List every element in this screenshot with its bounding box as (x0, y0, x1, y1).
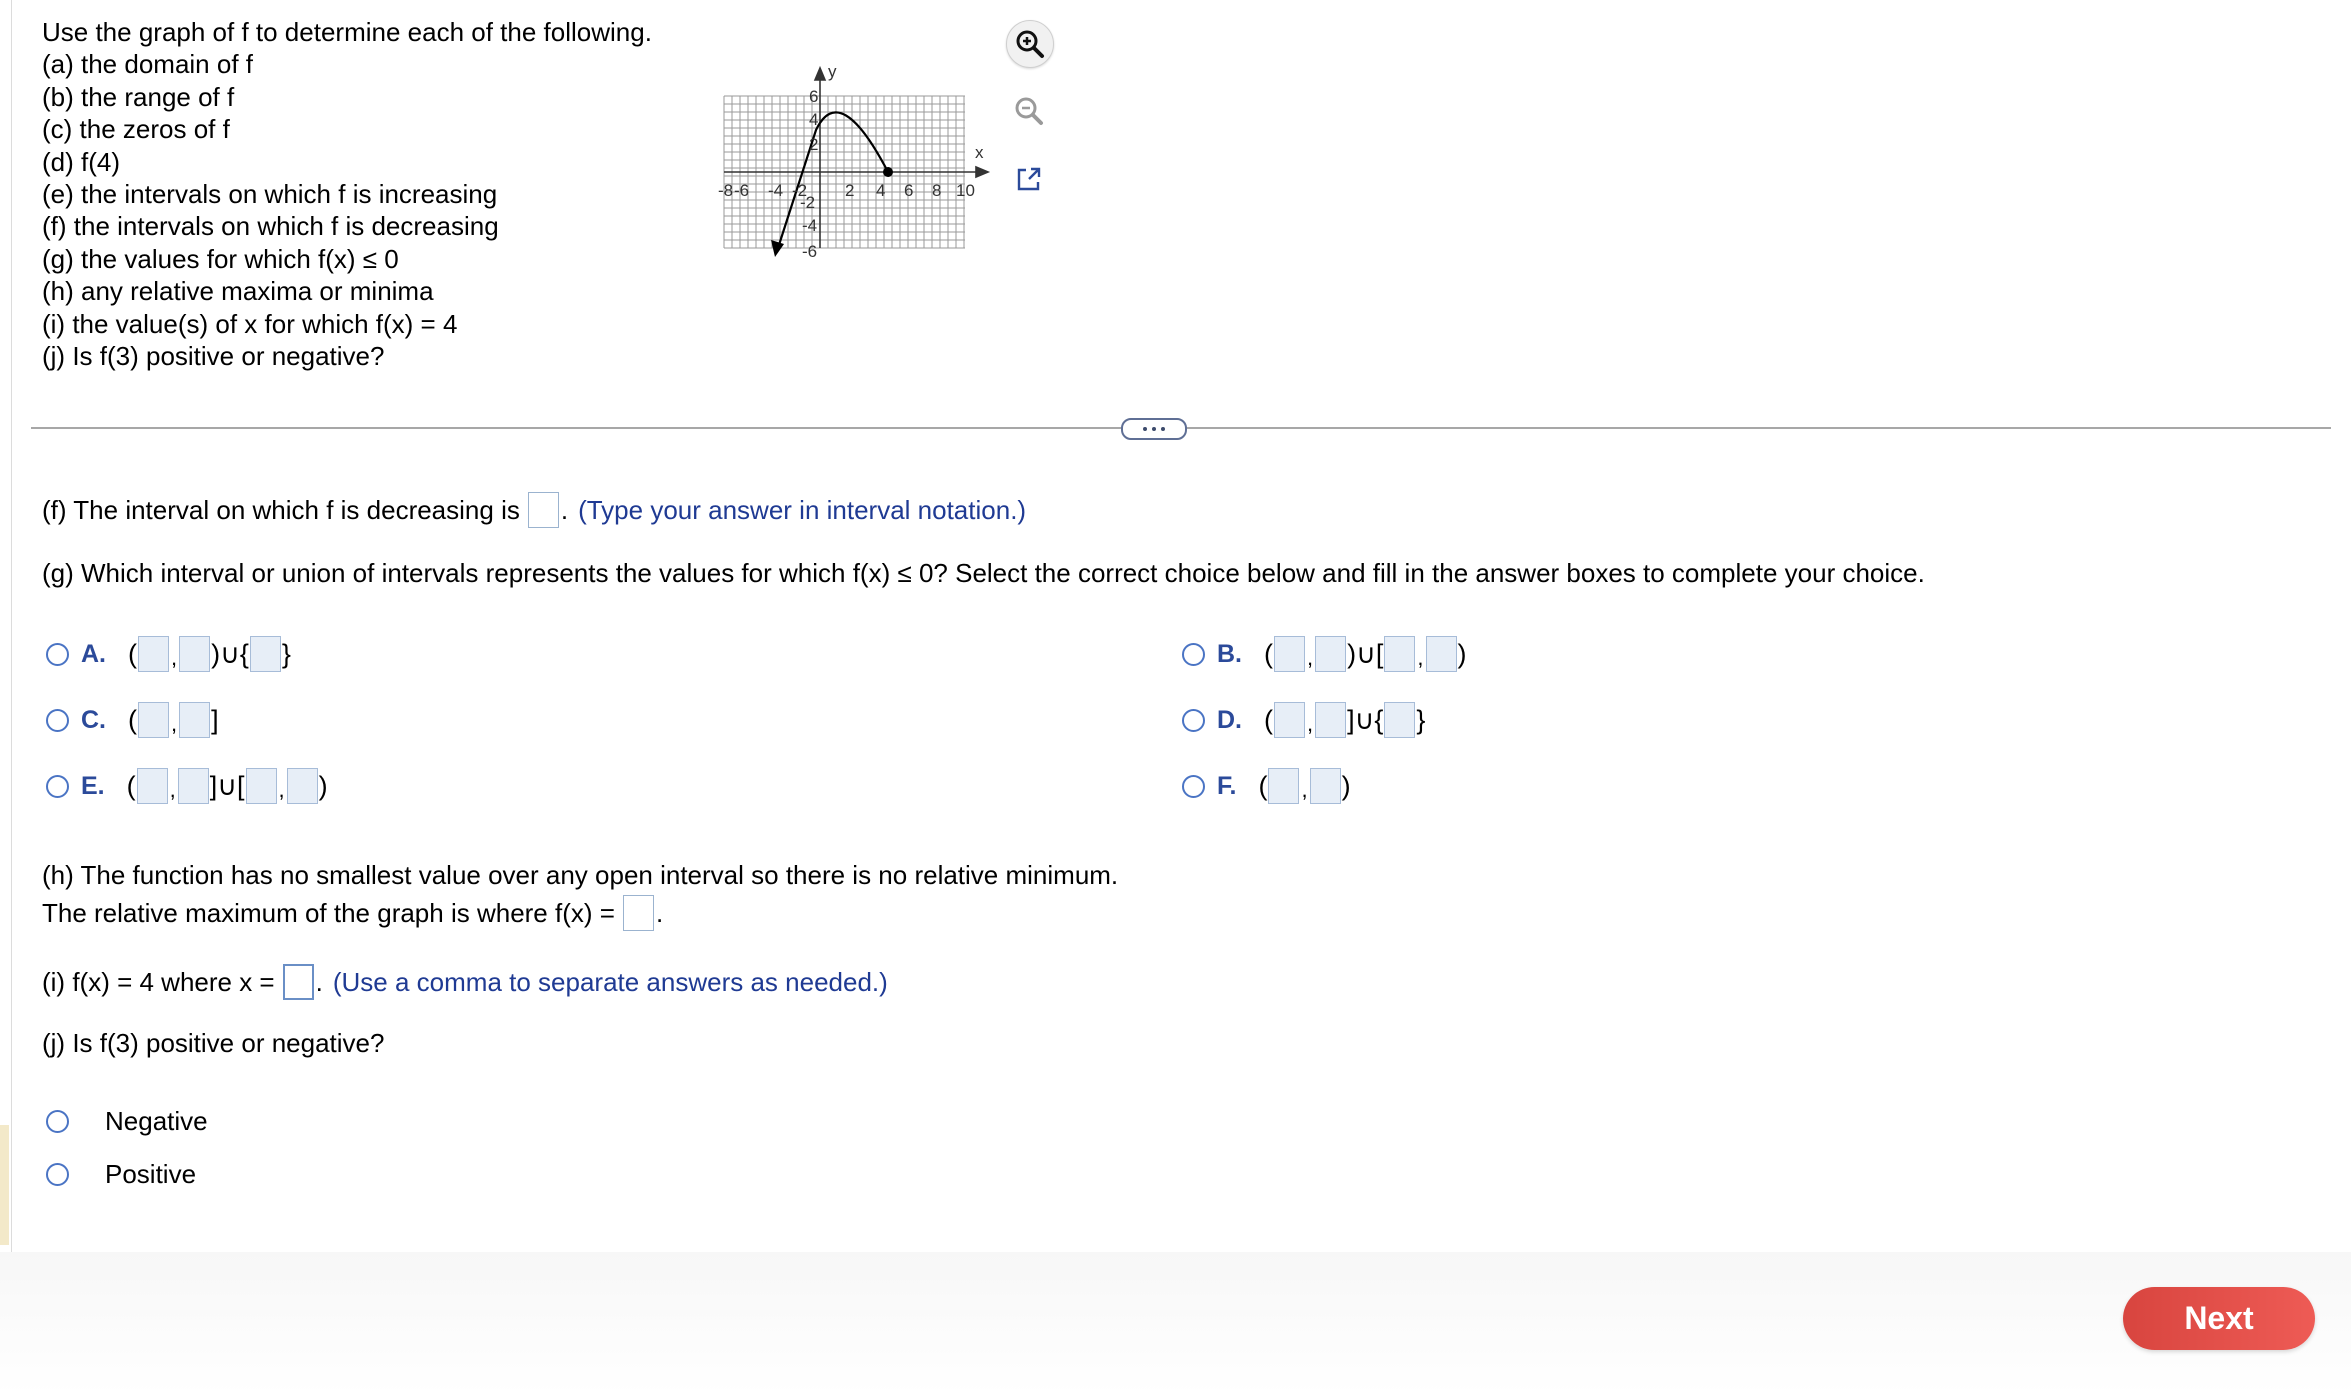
next-button[interactable]: Next (2123, 1287, 2315, 1350)
choice-d-box-2[interactable] (1315, 702, 1346, 738)
choice-d-union: ∪{ (1354, 704, 1384, 735)
choice-f[interactable] (1182, 768, 1351, 804)
choice-f-radio[interactable] (1182, 775, 1205, 798)
problem-item-f: (f) the intervals on which f is decreasing (42, 211, 499, 242)
choice-a-union: ∪{ (220, 638, 249, 669)
part-f-row (42, 492, 1026, 528)
choice-b-open: ( (1264, 638, 1273, 669)
choice-d-box-3[interactable] (1384, 702, 1415, 738)
function-graph[interactable] (712, 58, 1002, 268)
choice-d-open: ( (1264, 704, 1273, 735)
comma: , (169, 777, 176, 802)
comma: , (1301, 777, 1308, 802)
problem-item-d: (d) f(4) (42, 146, 120, 177)
part-h-text: The relative maximum of the graph is where f(x) = (42, 897, 615, 928)
choice-e[interactable] (46, 768, 328, 804)
choice-c-box-1[interactable] (138, 702, 169, 738)
zoom-out-icon (1013, 95, 1045, 127)
choice-d-letter: D. (1217, 705, 1242, 734)
choice-e-box-2[interactable] (178, 768, 209, 804)
part-g-question: (g) Which interval or union of intervals represents the values for which f(x) ≤ 0? Select the correct choice below and fill in the answer boxes to complete your choice. (42, 558, 1925, 588)
choice-a-letter: A. (81, 639, 106, 668)
x-tick-label: 6 (904, 181, 914, 200)
x-tick-label: -6 (734, 181, 750, 200)
part-i-period: . (315, 966, 323, 997)
part-f-answer-box[interactable] (528, 492, 559, 528)
popout-button[interactable] (1006, 156, 1052, 202)
footer-bar (0, 1252, 2351, 1395)
choice-c-close: ] (211, 704, 219, 735)
choice-a-box-2[interactable] (179, 636, 210, 672)
problem-item-g: (g) the values for which f(x) ≤ 0 (42, 243, 399, 274)
graph-y-label: y (828, 62, 837, 81)
part-f-period: . (560, 494, 569, 525)
choice-e-box-1[interactable] (137, 768, 168, 804)
option-negative[interactable] (46, 1106, 208, 1137)
graph-x-label: x (975, 143, 984, 162)
divider-handle[interactable] (1121, 418, 1187, 440)
choice-a-radio[interactable] (46, 643, 69, 666)
y-tick-label: -4 (802, 216, 818, 235)
choice-a-box-3[interactable] (250, 636, 281, 672)
part-h-answer-box[interactable] (623, 895, 654, 931)
choice-d[interactable] (1182, 702, 1425, 738)
x-tick-label: 2 (845, 181, 855, 200)
choice-f-open: ( (1258, 770, 1268, 801)
y-tick-label: 2 (809, 135, 819, 154)
part-h-period: . (655, 897, 664, 928)
choice-a-end: } (281, 638, 291, 669)
sidebar-highlight (0, 1125, 9, 1245)
choice-c-letter: C. (81, 705, 106, 734)
choice-b-box-4[interactable] (1426, 636, 1457, 672)
zoom-out-button[interactable] (1006, 88, 1052, 134)
problem-item-e: (e) the intervals on which f is increasing (42, 179, 498, 210)
choice-a-close: ) (211, 638, 221, 669)
problem-item-a: (a) the domain of f (42, 49, 253, 80)
part-f-text: (f) The interval on which f is decreasing is (42, 494, 520, 525)
choice-f-box-2[interactable] (1310, 768, 1341, 804)
zoom-in-icon (1014, 28, 1046, 60)
choice-e-open: ( (126, 770, 136, 801)
choice-b-end: ) (1457, 638, 1467, 669)
choice-c-box-2[interactable] (179, 702, 210, 738)
choice-b[interactable] (1182, 636, 1467, 672)
part-i-hint: (Use a comma to separate answers as needed.) (332, 966, 888, 997)
choice-b-box-1[interactable] (1274, 636, 1305, 672)
part-j-question: (j) Is f(3) positive or negative? (42, 1028, 385, 1058)
choice-a[interactable] (46, 636, 291, 672)
choice-c[interactable] (46, 702, 219, 738)
choice-d-close: ] (1347, 704, 1355, 735)
option-negative-radio[interactable] (46, 1110, 69, 1133)
choice-e-end: ) (318, 770, 328, 801)
popout-icon (1014, 164, 1044, 194)
choice-a-open: ( (128, 638, 137, 669)
x-tick-label: 8 (932, 181, 942, 200)
problem-item-b: (b) the range of f (42, 81, 235, 112)
choice-e-letter: E. (81, 771, 105, 800)
choice-e-box-4[interactable] (287, 768, 318, 804)
choice-e-close: ] (209, 770, 218, 801)
comma: , (278, 777, 285, 802)
problem-item-j: (j) Is f(3) positive or negative? (42, 341, 385, 372)
zoom-in-button[interactable] (1006, 20, 1054, 68)
y-tick-label: 4 (809, 110, 819, 129)
x-tick-label: -8 (718, 181, 734, 200)
choice-f-box-1[interactable] (1268, 768, 1299, 804)
choice-e-union: ∪[ (217, 770, 245, 801)
problem-statement (42, 16, 652, 372)
x-tick-label: -4 (768, 181, 784, 200)
choice-e-box-3[interactable] (246, 768, 277, 804)
choice-c-radio[interactable] (46, 709, 69, 732)
comma: , (1307, 711, 1314, 736)
choice-b-box-2[interactable] (1315, 636, 1346, 672)
choice-b-radio[interactable] (1182, 643, 1205, 666)
problem-intro: Use the graph of f to determine each of the following. (42, 17, 652, 47)
x-tick-label: 10 (956, 181, 975, 200)
comma: , (1417, 645, 1424, 670)
y-tick-label: -6 (802, 242, 818, 261)
curve-endpoint (883, 167, 893, 177)
comma: , (171, 711, 178, 736)
choice-f-letter: F. (1217, 771, 1237, 800)
choice-e-radio[interactable] (46, 775, 69, 798)
part-f-hint: (Type your answer in interval notation.) (578, 494, 1027, 525)
part-h-line-1: (h) The function has no smallest value over any open interval so there is no relative minimum. (42, 860, 1119, 890)
choice-d-end: } (1416, 704, 1426, 735)
choice-f-close: ) (1341, 770, 1351, 801)
option-positive[interactable] (46, 1159, 196, 1190)
part-i-text: (i) f(x) = 4 where x = (42, 966, 275, 997)
problem-item-c: (c) the zeros of f (42, 114, 230, 145)
choice-a-box-1[interactable] (138, 636, 169, 672)
x-tick-label: 4 (876, 181, 886, 200)
choice-b-letter: B. (1217, 639, 1242, 668)
comma: , (171, 645, 178, 670)
problem-item-h: (h) any relative maxima or minima (42, 276, 434, 307)
option-positive-label: Positive (105, 1159, 197, 1189)
choice-c-open: ( (128, 704, 137, 735)
choice-b-union: ∪[ (1356, 638, 1384, 669)
left-sidebar-strip (0, 0, 12, 1252)
option-positive-radio[interactable] (46, 1163, 69, 1186)
choice-b-close: ) (1347, 638, 1357, 669)
y-tick-label: -2 (800, 193, 816, 212)
choice-d-box-1[interactable] (1274, 702, 1305, 738)
part-i-row (42, 964, 888, 1000)
x-tick-label: -2 (792, 181, 808, 200)
option-negative-label: Negative (105, 1106, 208, 1136)
problem-item-i: (i) the value(s) of x for which f(x) = 4 (42, 308, 458, 339)
part-i-answer-box[interactable] (283, 964, 314, 1000)
choice-b-box-3[interactable] (1384, 636, 1415, 672)
choice-d-radio[interactable] (1182, 709, 1205, 732)
y-tick-label: 6 (809, 87, 819, 106)
comma: , (1307, 645, 1314, 670)
part-h-line-2 (42, 895, 663, 931)
